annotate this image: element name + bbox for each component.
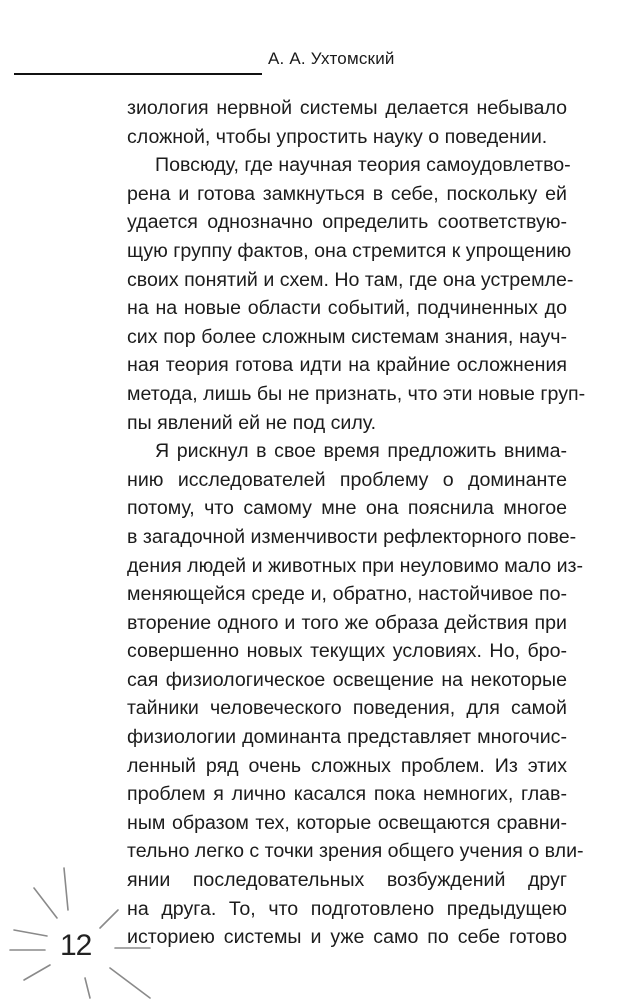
- text-line: физиологии доминанта представляет многочис-: [127, 726, 567, 749]
- burst-ray: [14, 930, 47, 936]
- text-line: зиология нервной системы делается небывало: [127, 97, 567, 119]
- text-line: дения людей и животных при неуловимо мало из-: [127, 554, 584, 577]
- text-line: в загадочной изменчивости рефлекторного пове-: [127, 525, 577, 548]
- text-line: Повсюду, где научная теория самоудовлетво-: [155, 154, 571, 177]
- text-line: совершенно новых текущих условиях. Но, бро-: [127, 640, 567, 663]
- text-line: метода, лишь бы не признать, что эти новые груп-: [127, 382, 586, 405]
- text-line: ленный ряд очень сложных проблем. Из этих: [127, 754, 567, 777]
- text-line: на на новые области событий, подчиненных до: [127, 297, 567, 320]
- text-line: меняющейся среде и, обратно, настойчивое по-: [127, 583, 567, 606]
- burst-ray: [24, 965, 50, 980]
- text-line: проблем я лично касался пока немногих, глав-: [127, 783, 567, 806]
- text-line: на друга. То, что подготовлено предыдущею: [127, 897, 567, 920]
- text-line: янии последовательных возбуждений друг: [127, 869, 567, 892]
- text-line: вторение одного и того же образа действия при: [127, 611, 567, 634]
- text-line: Я рискнул в свое время предложить внима-: [155, 440, 567, 463]
- folio-sunburst-ornament: [0, 850, 180, 1000]
- text-line: тельно легко с точки зрения общего учения о вли-: [127, 840, 584, 863]
- text-line: удается однозначно определить соответствую-: [127, 211, 567, 234]
- paragraph-3: [127, 437, 584, 952]
- text-line: рена и готова замкнуться в себе, поскольку ей: [127, 182, 567, 205]
- text-line: ная теория готова идти на крайние осложнения: [127, 354, 567, 377]
- header-rule: [14, 73, 262, 75]
- burst-ray: [34, 888, 57, 918]
- text-line: сая физиологическое освещение на некоторые: [127, 668, 567, 691]
- text-line: тайники человеческого поведения, для самой: [127, 697, 567, 720]
- text-line: сложной, чтобы упростить науку о поведении.: [127, 125, 548, 148]
- text-line: своих понятий и схем. Но там, где она устремле-: [127, 268, 574, 291]
- text-line: нию исследователей проблему о доминанте: [127, 468, 567, 491]
- burst-ray: [85, 978, 90, 998]
- paragraph-2: [127, 151, 586, 437]
- text-line: щую группу фактов, она стремится к упрощению: [127, 239, 572, 262]
- burst-ray: [100, 910, 118, 928]
- text-line: пы явлений ей не под силу.: [127, 411, 377, 434]
- burst-ray: [64, 868, 68, 910]
- text-line: сих пор более сложным системам знания, науч-: [127, 325, 567, 348]
- body-text: [127, 94, 586, 952]
- text-line: историею системы и уже само по себе готово: [127, 926, 567, 949]
- paragraph-1: [127, 94, 567, 151]
- page-number: 12: [60, 929, 92, 962]
- text-line: потому, что самому мне она пояснила многое: [127, 497, 567, 520]
- burst-ray: [110, 968, 150, 998]
- running-head-author: А. А. Ухтомский: [268, 49, 395, 68]
- page-header: [0, 0, 644, 80]
- text-line: ным образом тех, которые освещаются сравни-: [127, 811, 567, 834]
